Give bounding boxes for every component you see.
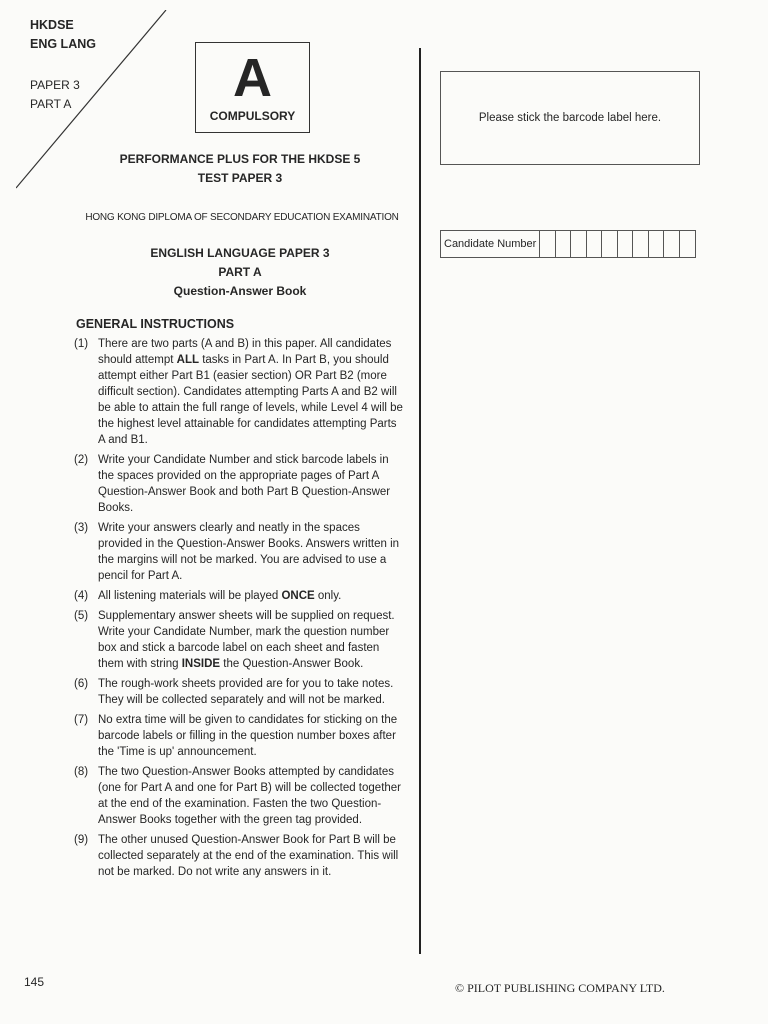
- general-instructions-list: [68, 336, 413, 884]
- instruction-number: (6): [74, 678, 89, 690]
- candidate-number-label: Candidate Number: [441, 231, 540, 257]
- compulsory-badge: [195, 42, 310, 133]
- candidate-number-box[interactable]: [587, 231, 603, 257]
- paper-title: [60, 244, 420, 301]
- candidate-number-box[interactable]: [649, 231, 665, 257]
- instruction-text: [98, 608, 413, 672]
- instruction-emphasis: ONCE: [281, 590, 315, 602]
- vertical-divider: [419, 48, 421, 954]
- instruction-item: [68, 336, 413, 448]
- candidate-number-box[interactable]: [540, 231, 556, 257]
- instruction-item: [68, 764, 413, 828]
- instruction-item: [68, 588, 413, 604]
- instruction-number: (2): [74, 454, 89, 466]
- exam-name: HONG KONG DIPLOMA OF SECONDARY EDUCATION EXAMINATION: [85, 212, 399, 223]
- instruction-segment: The rough-work sheets provided are for you to take notes. They will be collected separately and will not be marked.: [98, 678, 394, 706]
- instruction-item: [68, 676, 413, 708]
- publisher-credit: © PILOT PUBLISHING COMPANY LTD.: [455, 981, 665, 995]
- instruction-item: [68, 520, 413, 584]
- instruction-number: (4): [74, 590, 89, 602]
- instruction-text: [98, 712, 413, 760]
- instruction-emphasis: INSIDE: [181, 658, 221, 670]
- paper-line-1: PAPER 3: [30, 78, 80, 92]
- instruction-number: (7): [74, 714, 89, 726]
- subject-line-1: HKDSE: [30, 18, 74, 32]
- instruction-text: [98, 452, 413, 516]
- candidate-number-box[interactable]: [556, 231, 572, 257]
- instruction-text: [98, 764, 413, 828]
- general-instructions-heading: GENERAL INSTRUCTIONS: [76, 317, 235, 331]
- candidate-number-box[interactable]: [618, 231, 634, 257]
- instruction-text: [98, 588, 413, 604]
- paper-code: [30, 76, 80, 114]
- instruction-item: [68, 832, 413, 880]
- instruction-segment: There are two parts (A and B) in this paper. All candidates should attempt: [98, 338, 392, 366]
- instruction-segment: All listening materials will be played: [98, 590, 282, 602]
- instruction-segment: tasks in Part A. In Part B, you should attempt either Part B1 (easier section) OR Part B2 (more difficult section). Candidates attempting Parts A and B2 will be able to attain the full range of levels, while Level 4 will be the highest level attainable for candidates attempting Parts A and B1.: [98, 354, 403, 446]
- candidate-number-box[interactable]: [571, 231, 587, 257]
- instruction-emphasis: ALL: [176, 354, 199, 366]
- instruction-text: [98, 832, 413, 880]
- part-letter: A: [233, 48, 272, 108]
- barcode-label-box: [440, 71, 700, 165]
- instruction-text: [98, 676, 413, 708]
- instruction-segment: Supplementary answer sheets will be supplied on request. Write your Candidate Number, mark the question number box and stick a barcode label on each sheet and fasten them with string: [98, 610, 395, 670]
- paper-line-2: PART A: [30, 97, 72, 111]
- instruction-segment: The two Question-Answer Books attempted by candidates (one for Part A and one for Part B) will be collected together at the end of the examination. Fasten the two Question-Answer Books together with the green tag provided.: [98, 766, 402, 826]
- compulsory-label: COMPULSORY: [209, 109, 296, 123]
- candidate-number-box[interactable]: [602, 231, 618, 257]
- candidate-number-box[interactable]: [633, 231, 649, 257]
- instruction-item: [68, 608, 413, 672]
- candidate-number-box[interactable]: [664, 231, 680, 257]
- paper-title-line-1: ENGLISH LANGUAGE PAPER 3: [150, 246, 330, 260]
- subject-line-2: ENG LANG: [30, 37, 96, 51]
- series-title-line-2: TEST PAPER 3: [197, 171, 283, 185]
- instruction-segment: the Question-Answer Book.: [220, 658, 364, 670]
- instruction-text: [98, 520, 413, 584]
- instruction-number: (9): [74, 834, 89, 846]
- series-title-line-1: PERFORMANCE PLUS FOR THE HKDSE 5: [119, 152, 361, 166]
- instruction-item: [68, 712, 413, 760]
- instruction-number: (3): [74, 522, 89, 534]
- instruction-text: [98, 336, 413, 448]
- instruction-segment: No extra time will be given to candidates for sticking on the barcode labels or filling in the question number boxes after the 'Time is up' announcement.: [98, 714, 398, 758]
- series-title: [60, 150, 420, 188]
- instruction-item: [68, 452, 413, 516]
- instruction-number: (5): [74, 610, 89, 622]
- subject-code: [30, 16, 96, 54]
- candidate-number-box[interactable]: [680, 231, 696, 257]
- page-number: 145: [24, 975, 45, 989]
- candidate-number-field[interactable]: [440, 230, 696, 258]
- instruction-number: (1): [74, 338, 89, 350]
- instruction-segment: only.: [314, 590, 342, 602]
- instruction-segment: Write your Candidate Number and stick barcode labels in the spaces provided on the appropriate pages of Part A Question-Answer Book and both Part B Question-Answer Books.: [98, 454, 391, 514]
- instruction-segment: Write your answers clearly and neatly in the spaces provided in the Question-Answer Books. Answers written in the margins will not be marked. You are advised to use a pencil for Part A.: [98, 522, 400, 582]
- paper-title-line-2: PART A: [218, 265, 262, 279]
- paper-title-line-3: Question-Answer Book: [173, 284, 307, 298]
- barcode-instruction: Please stick the barcode label here.: [478, 112, 662, 124]
- instruction-number: (8): [74, 766, 89, 778]
- instruction-segment: The other unused Question-Answer Book for Part B will be collected separately at the end of the examination. This will not be marked. Do not write any answers in it.: [98, 834, 399, 878]
